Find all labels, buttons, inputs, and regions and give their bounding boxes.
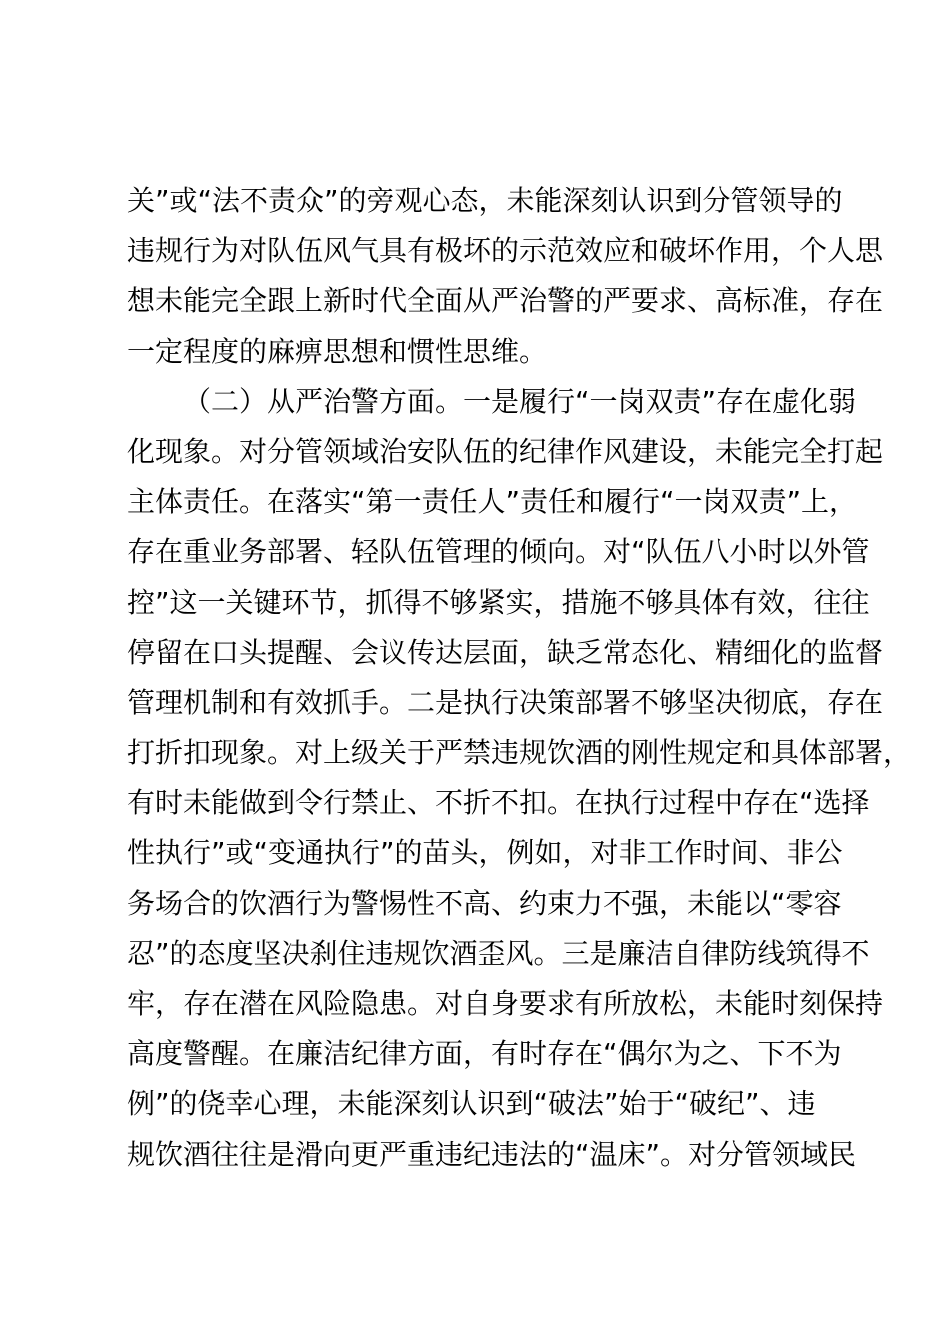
paragraph-start-line: （二）从严治警方面。一是履行“一岗双责”存在虚化弱	[183, 384, 857, 418]
text-line: 打折扣现象。对上级关于严禁违规饮酒的刚性规定和具体部署，	[127, 736, 912, 770]
text-line: 一定程度的麻痹思想和惯性思维。	[127, 334, 548, 368]
text-line: 管理机制和有效抓手。二是执行决策部署不够坚决彻底，存在	[127, 685, 884, 719]
text-line: 牢，存在潜在风险隐患。对自身要求有所放松，未能时刻保持	[127, 987, 884, 1020]
text-line: 例”的侥幸心理，未能深刻认识到“破法”始于“破纪”、违	[127, 1087, 816, 1121]
text-line: 有时未能做到令行禁止、不折不扣。在执行过程中存在“选择	[127, 786, 870, 820]
text-line: 化现象。对分管领域治安队伍的纪律作风建设，未能完全打起	[127, 434, 884, 468]
text-line: 规饮酒往往是滑向更严重违纪违法的“温床”。对分管领域民	[127, 1137, 857, 1171]
text-line: 忍”的态度坚决刹住违规饮酒歪风。三是廉洁自律防线筑得不	[127, 936, 870, 970]
text-line: 想未能完全跟上新时代全面从严治警的严要求、高标准，存在	[127, 284, 884, 318]
text-line: 存在重业务部署、轻队伍管理的倾向。对“队伍八小时以外管	[127, 535, 870, 569]
text-line: 务场合的饮酒行为警惕性不高、约束力不强，未能以“零容	[127, 886, 842, 920]
text-line: 高度警醒。在廉洁纪律方面，有时存在“偶尔为之、下不为	[127, 1037, 842, 1071]
text-line: 控”这一关键环节，抓得不够紧实，措施不够具体有效，往往	[127, 585, 870, 619]
text-line: 违规行为对队伍风气具有极坏的示范效应和破坏作用，个人思	[127, 234, 884, 268]
text-line: 主体责任。在落实“第一责任人”责任和履行“一岗双责”上，	[127, 485, 858, 519]
body-text	[127, 176, 912, 1180]
text-line: 性执行”或“变通执行”的苗头，例如，对非工作时间、非公	[127, 836, 843, 870]
text-line: 关”或“法不责众”的旁观心态，未能深刻认识到分管领导的	[127, 184, 843, 217]
text-line: 停留在口头提醒、会议传达层面，缺乏常态化、精细化的监督	[127, 635, 884, 669]
